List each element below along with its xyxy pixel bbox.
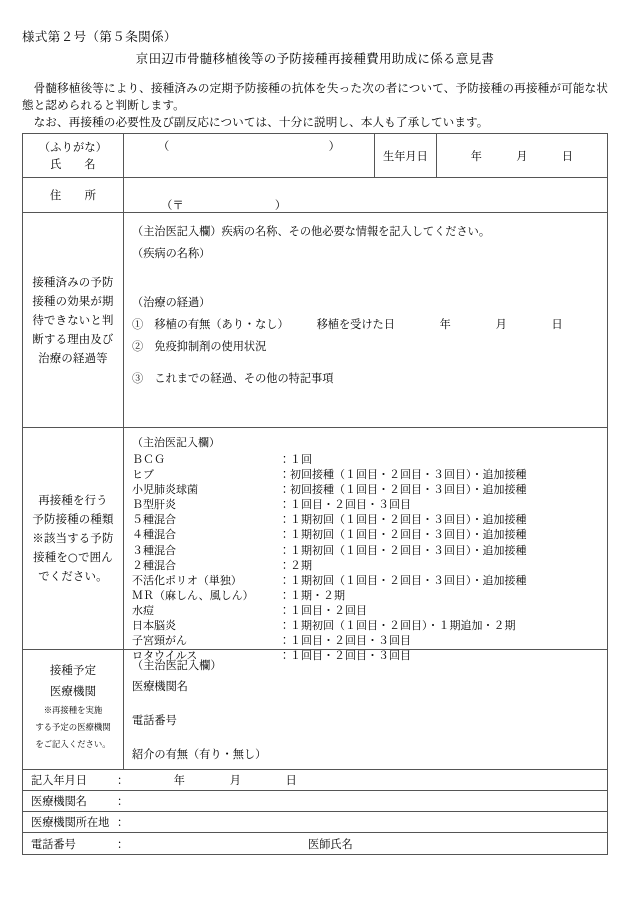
vaccine-name: ２種混合 xyxy=(132,558,176,572)
birth-label: 生年月日 xyxy=(383,149,428,163)
institution-input-cell[interactable] xyxy=(124,650,607,769)
vaccine-schedule: ：初回接種（１回目・２回目・３回目）・追加接種 xyxy=(279,468,527,482)
footer-colon: ： xyxy=(117,774,129,787)
reason-label-line-1: 接種済みの予防 xyxy=(32,274,114,289)
vaccine-schedule: ：１回目・２回目 xyxy=(279,603,367,617)
vaccine-name: 不活化ポリオ（単独） xyxy=(132,573,242,587)
vaccine-row[interactable] xyxy=(132,527,607,542)
table-row-institution xyxy=(23,650,607,770)
table-row-vaccines xyxy=(23,428,607,663)
name-label: 氏 名 xyxy=(50,157,96,171)
vaccine-label-line-2: 予防接種の種類 xyxy=(32,512,114,526)
vaccine-label-line-5: でください。 xyxy=(38,569,108,583)
vaccine-name: ＭＲ（麻しん、風しん） xyxy=(132,588,254,602)
vaccine-row[interactable] xyxy=(132,633,607,648)
vaccine-schedule: ：１期初回（１回目・２回目・３回目）・追加接種 xyxy=(279,528,527,542)
vaccine-name: 日本脳炎 xyxy=(132,619,176,633)
vaccine-name: ４種混合 xyxy=(132,528,176,542)
footer-colon: ： xyxy=(117,837,129,851)
birth-input-cell[interactable] xyxy=(437,134,607,177)
footer-value: 年 月 日 xyxy=(129,774,297,787)
course-label: （治療の経過） xyxy=(132,296,211,309)
vaccine-note: （主治医記入欄） xyxy=(132,436,220,449)
footer-row-institution-address[interactable] xyxy=(23,812,607,833)
table-row-address xyxy=(23,178,607,213)
vaccine-name: ３種混合 xyxy=(132,543,176,557)
name-value: （ ） xyxy=(157,139,341,153)
table-row-reason xyxy=(23,213,607,428)
footer-key: 医療機関名 xyxy=(31,795,87,808)
footer-key: 医療機関所在地 xyxy=(31,816,110,829)
vaccine-row[interactable] xyxy=(132,558,607,573)
intro-paragraph-1: 骨髄移植後等により、接種済みの定期予防接種の抗体を失った次の者について、予防接種の再接種が可能な状態と認められると判断します。 xyxy=(22,81,608,112)
institution-name-label: 医療機関名 xyxy=(132,680,188,693)
form-number: 様式第２号（第５条関係） xyxy=(22,29,177,44)
vaccine-row[interactable] xyxy=(132,452,607,467)
course-item-3: ③ これまでの経過、その他の特記事項 xyxy=(132,372,334,385)
vaccine-name: ＢＣＧ xyxy=(132,453,165,466)
institution-label-cell xyxy=(23,650,124,769)
reason-label-line-5: 治療の経過等 xyxy=(38,350,108,365)
vaccine-name: 子宮頸がん xyxy=(132,634,187,648)
vaccine-row[interactable] xyxy=(132,603,607,618)
table-row-name xyxy=(23,134,607,178)
vaccine-name: Ｂ型肝炎 xyxy=(132,498,176,512)
footer-key: 記入年月日 xyxy=(31,774,87,787)
disease-name-blank xyxy=(132,265,607,292)
vaccine-schedule: ：１期・２期 xyxy=(279,588,345,602)
reason-label-line-2: 接種の効果が期 xyxy=(32,293,114,308)
address-input-cell[interactable] xyxy=(124,178,607,212)
document-title: 京田辺市骨髄移植後等の予防接種再接種費用助成に係る意見書 xyxy=(135,51,495,66)
vaccine-row[interactable] xyxy=(132,618,607,633)
address-label: 住 所 xyxy=(49,187,97,202)
footer-row-phone[interactable] xyxy=(23,833,607,854)
vaccine-schedule: ：１期初回（１回目・２回目・３回目）・追加接種 xyxy=(279,543,527,557)
vaccine-schedule: ：２期 xyxy=(279,558,312,572)
institution-name-blank xyxy=(132,697,607,710)
vaccine-name: ヒブ xyxy=(132,468,154,482)
institution-phone-label: 電話番号 xyxy=(132,714,177,727)
vaccine-list-cell[interactable] xyxy=(124,428,607,663)
vaccine-schedule: ：１回目・２回目・３回目 xyxy=(279,649,411,663)
address-value: （〒 ） xyxy=(160,198,287,212)
footer-key: 電話番号 xyxy=(31,837,76,851)
vaccine-schedule: ：１回目・２回目・３回目 xyxy=(279,498,411,512)
institution-label-line-2: 医療機関 xyxy=(49,684,97,698)
vaccine-schedule: ：１回目・２回目・３回目 xyxy=(279,634,411,648)
reason-label-line-4: 断する理由及び xyxy=(32,331,114,346)
course-blank xyxy=(132,358,607,368)
vaccine-schedule: ：１期初回（１回目・２回目）・１期追加・２期 xyxy=(279,619,516,633)
reason-label-cell xyxy=(23,213,124,427)
vaccine-row[interactable] xyxy=(132,543,607,558)
vaccine-label-cell xyxy=(23,428,124,649)
institution-label-line-1: 接種予定 xyxy=(49,663,97,677)
address-label-cell xyxy=(23,178,124,212)
footer-colon: ： xyxy=(117,795,129,808)
disease-name-label: （疾病の名称） xyxy=(132,247,211,260)
course-item-1: ① 移植の有無（あり・なし） 移植を受けた日 年 月 日 xyxy=(132,318,563,331)
vaccine-name: 小児肺炎球菌 xyxy=(132,483,198,497)
vaccine-row[interactable] xyxy=(132,497,607,512)
birth-value: 年 月 日 xyxy=(470,149,574,163)
vaccine-schedule: ：１回 xyxy=(279,453,312,466)
reason-note: （主治医記入欄）疾病の名称、その他必要な情報を記入してください。 xyxy=(132,225,491,238)
institution-phone-blank xyxy=(132,731,607,744)
vaccine-schedule: ：初回接種（１回目・２回目・３回目）・追加接種 xyxy=(279,483,527,497)
institution-note-line-1: ※再接種を実施 xyxy=(43,705,103,715)
vaccine-row[interactable] xyxy=(132,467,607,482)
footer-row-institution-name[interactable] xyxy=(23,791,607,812)
vaccine-row[interactable] xyxy=(132,482,607,497)
vaccine-label-line-1: 再接種を行う xyxy=(38,493,108,507)
vaccine-name: 水痘 xyxy=(132,603,154,617)
vaccine-row[interactable] xyxy=(132,573,607,588)
institution-note-line-2: する予定の医療機関 xyxy=(35,722,111,732)
reason-label-line-3: 待できないと判 xyxy=(32,312,114,327)
institution-note-line-3: をご記入ください。 xyxy=(35,739,111,749)
name-label-cell xyxy=(23,134,124,177)
vaccine-name: ロタウイルス xyxy=(132,649,198,663)
vaccine-label-line-3: ※該当する予防 xyxy=(32,531,114,545)
intro-text xyxy=(22,80,608,131)
vaccine-schedule: ：１期初回（１回目・２回目・３回目）・追加接種 xyxy=(279,573,527,587)
footer-value: 医師氏名 xyxy=(129,837,353,851)
furigana-label: （ふりがな） xyxy=(38,140,108,154)
referral-label: 紹介の有無（有り・無し） xyxy=(132,748,267,761)
footer-row-date[interactable] xyxy=(23,770,607,791)
birth-label-cell xyxy=(375,134,437,177)
form-table xyxy=(22,133,608,855)
vaccine-schedule: ：１期初回（１回目・２回目・３回目）・追加接種 xyxy=(279,513,527,527)
vaccine-label-line-4: 接種を○で囲ん xyxy=(33,550,113,564)
course-item-2: ② 免疫抑制剤の使用状況 xyxy=(132,340,267,353)
reason-input-cell[interactable] xyxy=(124,213,607,427)
institution-note: （主治医記入欄） xyxy=(132,659,222,672)
footer-colon: ： xyxy=(117,816,129,829)
name-input-cell[interactable] xyxy=(124,134,375,177)
vaccine-row[interactable] xyxy=(132,588,607,603)
vaccine-row[interactable] xyxy=(132,512,607,527)
intro-paragraph-2: なお、再接種の必要性及び副反応については、十分に説明し、本人も了承しています。 xyxy=(33,115,489,129)
vaccine-name: ５種混合 xyxy=(132,513,176,527)
